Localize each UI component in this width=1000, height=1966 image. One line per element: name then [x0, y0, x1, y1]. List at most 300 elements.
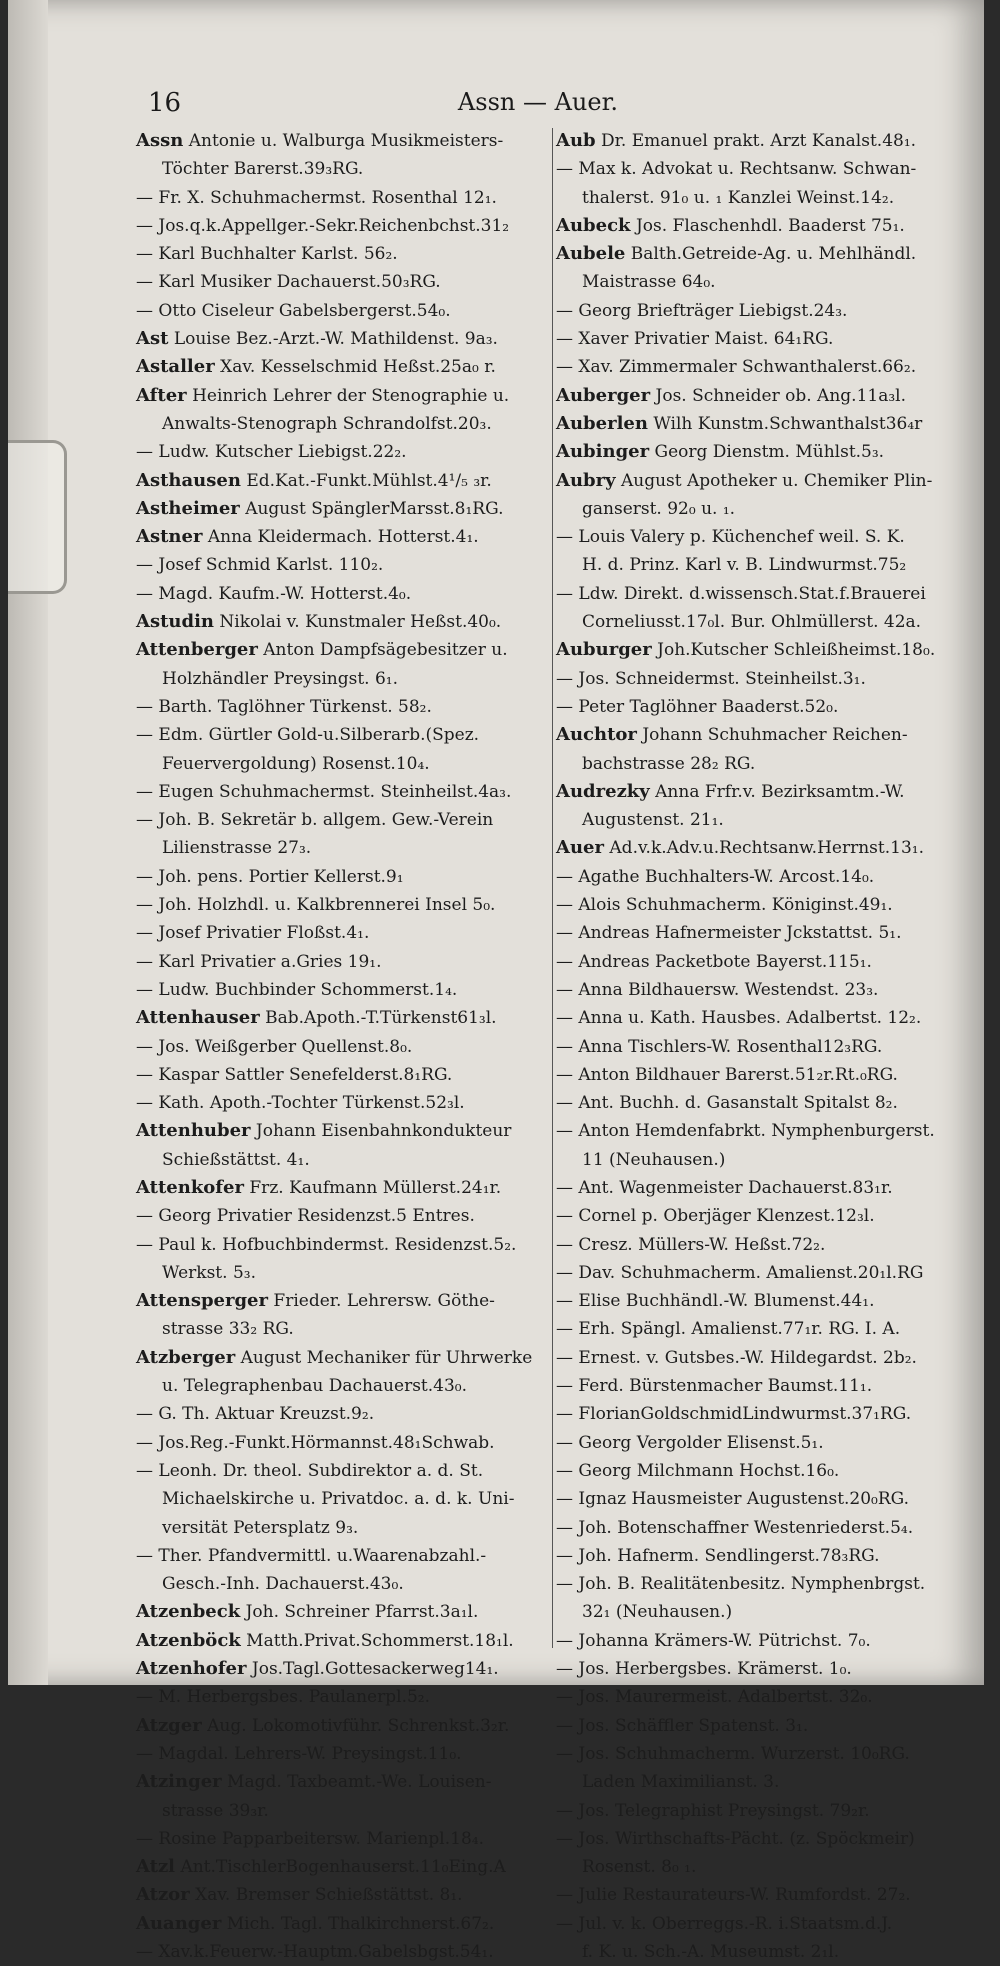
- entry-text: Lilienstrasse 27₃.: [162, 838, 312, 859]
- directory-entry: [136, 1061, 544, 1089]
- entry-text: — Leonh. Dr. theol. Subdirektor a. d. St.: [136, 1460, 484, 1481]
- entry-text: — Edm. Gürtler Gold-u.Silberarb.(Spez.: [136, 725, 480, 746]
- entry-text: Georg Dienstm. Mühlst.5₃.: [654, 442, 885, 463]
- entry-surname: Atzinger: [136, 1771, 222, 1793]
- directory-entry: [136, 1033, 544, 1061]
- entry-text: Antonie u. Walburga Musikmeisters-: [188, 131, 504, 151]
- entry-text: — Xav. Zimmermaler Schwanthalerst.66₂.: [556, 357, 917, 378]
- entry-surname: Atzger: [136, 1714, 202, 1736]
- entry-text: — Xaver Privatier Maist. 64₁RG.: [556, 329, 834, 350]
- directory-entry: [556, 1117, 964, 1145]
- entry-text: thalerst. 91₀ u. ₁ Kanzlei Weinst.14₂.: [582, 187, 895, 208]
- directory-entry: [556, 382, 964, 410]
- entry-text: Rosenst. 8₀ ₁.: [582, 1857, 697, 1878]
- directory-entry: [136, 1740, 544, 1768]
- directory-entry: [556, 834, 964, 862]
- entry-text: Holzhändler Preysingst. 6₁.: [162, 668, 399, 689]
- page-number: 16: [148, 88, 182, 118]
- directory-entry: [136, 1400, 544, 1428]
- entry-text: — Barth. Taglöhner Türkenst. 58₂.: [136, 696, 432, 717]
- entry-text: strasse 39₃r.: [162, 1800, 269, 1821]
- directory-entry: [136, 1768, 544, 1796]
- directory-entry: [136, 1287, 544, 1315]
- entry-text: — Otto Ciseleur Gabelsbergerst.54₀.: [136, 300, 451, 321]
- running-head: Assn — Auer.: [457, 88, 619, 116]
- page-header: [148, 88, 928, 124]
- directory-entry: [136, 1344, 544, 1372]
- directory-entry: [136, 268, 544, 296]
- directory-entry: [556, 353, 964, 381]
- entry-text: — Cresz. Müllers-W. Heßst.72₂.: [556, 1234, 826, 1255]
- directory-entry: [136, 1429, 544, 1457]
- entry-text: — Joh. Botenschaffner Westenriederst.5₄.: [556, 1517, 914, 1538]
- entry-surname: Attensperger: [136, 1290, 268, 1312]
- entry-text: — Joh. B. Realitätenbesitz. Nymphenbrgst.: [556, 1574, 926, 1595]
- entry-surname: Auanger: [136, 1912, 222, 1934]
- entry-text: — Johanna Krämers-W. Pütrichst. 7₀.: [556, 1630, 871, 1651]
- right-column: [556, 127, 964, 1966]
- entry-surname: Audrezky: [556, 780, 650, 802]
- entry-text: — Dav. Schuhmacherm. Amalienst.20₁l.RG: [556, 1262, 924, 1283]
- entry-text: — Kaspar Sattler Senefelderst.8₁RG.: [136, 1064, 453, 1085]
- directory-entry: [556, 891, 964, 919]
- directory-entry: [136, 1853, 544, 1881]
- directory-entry: [136, 721, 544, 749]
- entry-text: — Eugen Schuhmachermst. Steinheilst.4a₃.: [136, 781, 512, 802]
- directory-entry: [556, 948, 964, 976]
- entry-text: Johann Schuhmacher Reichen-: [642, 725, 908, 746]
- directory-entry: [136, 240, 544, 268]
- directory-entry: [136, 834, 544, 862]
- entry-text: — Louis Valery p. Küchenchef weil. S. K.: [556, 527, 905, 548]
- directory-entry: [556, 580, 964, 608]
- entry-text: — Anna u. Kath. Hausbes. Adalbertst. 12₂.: [556, 1008, 922, 1029]
- directory-entry: [556, 1344, 964, 1372]
- entry-text: Nikolai v. Kunstmaler Heßst.40₀.: [219, 612, 502, 633]
- entry-text: — Elise Buchhändl.-W. Blumenst.44₁.: [556, 1291, 875, 1312]
- entry-text: August SpänglerMarsst.8₁RG.: [245, 498, 504, 519]
- entry-text: Anton Dampfsägebesitzer u.: [263, 640, 508, 661]
- directory-entry: [136, 948, 544, 976]
- directory-entry: [136, 1655, 544, 1683]
- entry-surname: Auchtor: [556, 724, 637, 746]
- directory-entry: [136, 665, 544, 693]
- entry-text: Maistrasse 64₀.: [582, 272, 716, 293]
- entry-surname: Attenhuber: [136, 1120, 251, 1142]
- entry-text: — Jos. Wirthschafts-Pächt. (z. Spöckmeir): [556, 1828, 915, 1849]
- entry-text: Augustenst. 21₁.: [582, 810, 724, 831]
- entry-text: — Andreas Hafnermeister Jckstattst. 5₁.: [556, 923, 902, 944]
- entry-surname: Auburger: [556, 639, 652, 661]
- entry-text: — Ant. Wagenmeister Dachauerst.83₁r.: [556, 1177, 893, 1198]
- entry-text: — Ignaz Hausmeister Augustenst.20₀RG.: [556, 1489, 910, 1510]
- entry-text: — Paul k. Hofbuchbindermst. Residenzst.5₂.: [136, 1234, 517, 1255]
- entry-text: Dr. Emanuel prakt. Arzt Kanalst.48₁.: [601, 131, 917, 151]
- entry-surname: Astner: [136, 526, 203, 548]
- directory-entry: [136, 410, 544, 438]
- directory-entry: [136, 467, 544, 495]
- directory-entry: [136, 155, 544, 183]
- directory-entry: [556, 1797, 964, 1825]
- entry-text: Bab.Apoth.-T.Türkenst61₃l.: [265, 1008, 497, 1029]
- directory-entry: [556, 919, 964, 947]
- page-spine: [8, 0, 48, 1685]
- entry-text: Matth.Privat.Schommerst.18₁l.: [246, 1630, 514, 1651]
- directory-entry: [136, 1514, 544, 1542]
- entry-text: August Apotheker u. Chemiker Plin-: [621, 470, 933, 491]
- directory-entry: [556, 1146, 964, 1174]
- directory-entry: [556, 551, 964, 579]
- entry-text: — Alois Schuhmacherm. Königinst.49₁.: [556, 895, 893, 916]
- entry-text: 11 (Neuhausen.): [582, 1149, 726, 1170]
- directory-entry: [136, 1259, 544, 1287]
- entry-surname: Aubinger: [556, 441, 650, 463]
- entry-text: Michaelskirche u. Privatdoc. a. d. k. Uni-: [162, 1489, 515, 1510]
- entry-surname: Auer: [556, 837, 604, 859]
- directory-entry: [136, 1825, 544, 1853]
- entry-text: Louise Bez.-Arzt.-W. Mathildenst. 9a₃.: [173, 329, 498, 350]
- directory-entry: [556, 297, 964, 325]
- entry-text: Frieder. Lehrersw. Göthe-: [273, 1291, 495, 1312]
- entry-text: — Andreas Packetbote Bayerst.115₁.: [556, 951, 872, 972]
- entry-text: Anwalts-Stenograph Schrandolfst.20₃.: [162, 413, 492, 434]
- directory-entry: [556, 1740, 964, 1768]
- directory-entry: [136, 1542, 544, 1570]
- directory-entry: [556, 1853, 964, 1881]
- entry-text: Xav. Bremser Schießstättst. 8₁.: [195, 1885, 463, 1906]
- directory-entry: [136, 778, 544, 806]
- directory-entry: [556, 268, 964, 296]
- entry-surname: After: [136, 384, 187, 406]
- entry-text: Joh.Kutscher Schleißheimst.18₀.: [657, 640, 936, 661]
- entry-surname: Auberlen: [556, 412, 648, 434]
- entry-text: — Magd. Kaufm.-W. Hotterst.4₀.: [136, 583, 412, 604]
- entry-text: — Jos. Schäffler Spatenst. 3₁.: [556, 1715, 809, 1736]
- directory-entry: [136, 1004, 544, 1032]
- directory-entry: [136, 919, 544, 947]
- entry-surname: Auberger: [556, 384, 651, 406]
- column-divider: [552, 128, 553, 1648]
- directory-entry: [556, 1485, 964, 1513]
- directory-entry: [556, 1825, 964, 1853]
- directory-entry: [136, 608, 544, 636]
- directory-entry: [136, 1570, 544, 1598]
- entry-text: — Agathe Buchhalters-W. Arcost.14₀.: [556, 866, 875, 887]
- directory-entry: [556, 1033, 964, 1061]
- directory-entry: [556, 750, 964, 778]
- directory-entry: [136, 1797, 544, 1825]
- entry-text: — Jos.q.k.Appellger.-Sekr.Reichenbchst.31₂: [136, 215, 510, 236]
- entry-text: — Josef Schmid Karlst. 110₂.: [136, 555, 384, 576]
- directory-entry: [556, 863, 964, 891]
- entry-text: — FlorianGoldschmidLindwurmst.37₁RG.: [556, 1404, 912, 1425]
- entry-text: Ad.v.k.Adv.u.Rechtsanw.Herrnst.13₁.: [609, 838, 924, 859]
- directory-entry: [136, 184, 544, 212]
- directory-entry: [136, 636, 544, 664]
- directory-entry: [556, 1004, 964, 1032]
- entry-text: ganserst. 92₀ u. ₁.: [582, 498, 736, 519]
- directory-entry: [556, 721, 964, 749]
- entry-text: Wilh Kunstm.Schwanthalst36₄r: [653, 413, 923, 434]
- page-clip: [8, 440, 67, 594]
- directory-entry: [136, 1174, 544, 1202]
- directory-entry: [556, 212, 964, 240]
- entry-text: — Jos. Telegraphist Preysingst. 79₂r.: [556, 1800, 870, 1821]
- directory-entry: [136, 1202, 544, 1230]
- entry-text: Frz. Kaufmann Müllerst.24₁r.: [249, 1177, 502, 1198]
- directory-entry: [136, 495, 544, 523]
- directory-entry: [556, 1372, 964, 1400]
- directory-entry: [556, 976, 964, 1004]
- directory-entry: [556, 1202, 964, 1230]
- entry-surname: Astaller: [136, 356, 215, 378]
- entry-text: — Georg Vergolder Elisenst.5₁.: [556, 1432, 824, 1453]
- entry-text: Schießstättst. 4₁.: [162, 1149, 310, 1170]
- directory-entry: [556, 1231, 964, 1259]
- entry-text: — Ludw. Kutscher Liebigst.22₂.: [136, 442, 407, 463]
- entry-text: — Joh. Holzhdl. u. Kalkbrennerei Insel 5₀.: [136, 895, 496, 916]
- directory-entry: [556, 608, 964, 636]
- directory-entry: [556, 1768, 964, 1796]
- directory-entry: [556, 1712, 964, 1740]
- entry-text: — Georg Privatier Residenzst.5 Entres.: [136, 1206, 475, 1227]
- directory-entry: [136, 693, 544, 721]
- directory-entry: [556, 155, 964, 183]
- entry-text: — Fr. X. Schuhmachermst. Rosenthal 12₁.: [136, 187, 497, 208]
- directory-entry: [136, 382, 544, 410]
- entry-surname: Attenkofer: [136, 1176, 244, 1198]
- directory-entry: [136, 1910, 544, 1938]
- entry-surname: Atzenböck: [136, 1629, 241, 1651]
- directory-entry: [556, 1061, 964, 1089]
- directory-entry: [136, 1938, 544, 1966]
- entry-surname: Atzenhofer: [136, 1658, 247, 1680]
- entry-text: Anna Frfr.v. Bezirksamtm.-W.: [655, 781, 905, 802]
- entry-surname: Attenhauser: [136, 1007, 260, 1029]
- directory-entry: [556, 495, 964, 523]
- entry-text: — Ther. Pfandvermittl. u.Waarenabzahl.-: [136, 1545, 487, 1566]
- entry-text: Xav. Kesselschmid Heßst.25a₀ r.: [220, 357, 496, 378]
- entry-text: — Jos. Herbergsbes. Krämerst. 1₀.: [556, 1659, 852, 1680]
- entry-text: — Jos. Weißgerber Quellenst.8₀.: [136, 1036, 413, 1057]
- entry-text: Magd. Taxbeamt.-We. Louisen-: [227, 1772, 492, 1793]
- entry-text: — Julie Restaurateurs-W. Rumfordst. 27₂.: [556, 1885, 911, 1906]
- directory-entry: [136, 523, 544, 551]
- entry-text: — Xav.k.Feuerw.-Hauptm.Gabelsbgst.54₁.: [136, 1942, 494, 1962]
- entry-text: Jos. Schneider ob. Ang.11a₃l.: [655, 385, 906, 406]
- entry-text: — Joh. pens. Portier Kellerst.9₁: [136, 866, 404, 887]
- directory-entry: [136, 297, 544, 325]
- entry-text: — Ferd. Bürstenmacher Baumst.11₁.: [556, 1376, 873, 1397]
- entry-surname: Atzor: [136, 1884, 190, 1906]
- entry-text: — Karl Musiker Dachauerst.50₃RG.: [136, 272, 441, 293]
- entry-surname: Atzenbeck: [136, 1601, 241, 1623]
- directory-entry: [136, 1315, 544, 1343]
- directory-entry: [556, 1938, 964, 1966]
- entry-text: Balth.Getreide-Ag. u. Mehlhändl.: [630, 244, 917, 265]
- entry-surname: Astudin: [136, 611, 215, 633]
- directory-entry: [556, 1570, 964, 1598]
- entry-text: — Jos. Schneidermst. Steinheilst.3₁.: [556, 668, 866, 689]
- entry-text: — Joh. B. Sekretär b. allgem. Gew.-Verein: [136, 810, 494, 831]
- directory-entry: [556, 1287, 964, 1315]
- directory-entry: [556, 693, 964, 721]
- entry-text: H. d. Prinz. Karl v. B. Lindwurmst.75₂: [582, 555, 907, 576]
- entry-text: Töchter Barerst.39₃RG.: [162, 159, 364, 180]
- directory-entry: [136, 580, 544, 608]
- directory-entry: [136, 1457, 544, 1485]
- entry-text: strasse 33₂ RG.: [162, 1319, 294, 1340]
- entry-text: Laden Maximilianst. 3.: [582, 1772, 780, 1793]
- directory-entry: [136, 551, 544, 579]
- directory-entry: [556, 523, 964, 551]
- directory-entry: [136, 1117, 544, 1145]
- entry-text: — Josef Privatier Floßst.4₁.: [136, 923, 370, 944]
- entry-text: — Georg Milchmann Hochst.16₀.: [556, 1460, 840, 1481]
- directory-entry: [136, 1231, 544, 1259]
- directory-entry: [556, 1542, 964, 1570]
- directory-entry: [556, 410, 964, 438]
- entry-text: August Mechaniker für Uhrwerke: [240, 1347, 533, 1368]
- directory-entry: [556, 806, 964, 834]
- directory-entry: [136, 863, 544, 891]
- directory-entry: [556, 1429, 964, 1457]
- entry-surname: Atzl: [136, 1856, 176, 1878]
- entry-text: — Kath. Apoth.-Tochter Türkenst.52₃l.: [136, 1093, 465, 1114]
- directory-entry: [556, 1400, 964, 1428]
- entry-text: — Anton Bildhauer Barerst.51₂r.Rt.₀RG.: [556, 1064, 898, 1085]
- entry-text: — Jul. v. k. Oberreggs.-R. i.Staatsm.d.J.: [556, 1913, 893, 1934]
- entry-text: bachstrasse 28₂ RG.: [582, 753, 756, 774]
- directory-entry: [136, 212, 544, 240]
- directory-entry: [136, 127, 544, 155]
- entry-surname: Ast: [136, 328, 169, 350]
- directory-entry: [556, 1910, 964, 1938]
- entry-text: — Jos. Schuhmacherm. Wurzerst. 10₀RG.: [556, 1743, 910, 1764]
- directory-entry: [136, 1598, 544, 1626]
- entry-text: — Erh. Spängl. Amalienst.77₁r. RG. I. A.: [556, 1319, 901, 1340]
- entry-text: — Anna Tischlers-W. Rosenthal12₃RG.: [556, 1036, 883, 1057]
- entry-text: — Karl Privatier a.Gries 19₁.: [136, 951, 382, 972]
- directory-entry: [556, 1683, 964, 1711]
- directory-entry: [556, 325, 964, 353]
- directory-entry: [556, 1598, 964, 1626]
- entry-text: — Anton Hemdenfabrkt. Nymphenburgerst.: [556, 1121, 935, 1142]
- directory-entry: [556, 467, 964, 495]
- entry-text: — Magdal. Lehrers-W. Preysingst.11₀.: [136, 1743, 462, 1764]
- directory-entry: [136, 891, 544, 919]
- entry-text: u. Telegraphenbau Dachauerst.43₀.: [162, 1376, 468, 1397]
- directory-entry: [556, 1514, 964, 1542]
- directory-entry: [136, 806, 544, 834]
- entry-text: — Rosine Papparbeitersw. Marienpl.18₄.: [136, 1828, 485, 1849]
- entry-text: — Joh. Hafnerm. Sendlingerst.78₃RG.: [556, 1545, 880, 1566]
- directory-entry: [136, 1881, 544, 1909]
- entry-text: Jos. Flaschenhdl. Baaderst 75₁.: [635, 215, 905, 236]
- directory-entry: [556, 1655, 964, 1683]
- directory-entry: [136, 976, 544, 1004]
- entry-text: Feuervergoldung) Rosenst.10₄.: [162, 753, 430, 774]
- entry-text: — Ludw. Buchbinder Schommerst.1₄.: [136, 979, 458, 1000]
- entry-surname: Aubele: [556, 243, 626, 265]
- directory-entry: [136, 750, 544, 778]
- entry-text: — M. Herbergsbes. Paulanerpl.5₂.: [136, 1687, 431, 1708]
- directory-entry: [136, 1089, 544, 1117]
- directory-entry: [556, 1627, 964, 1655]
- entry-text: Joh. Schreiner Pfarrst.3a₁l.: [245, 1602, 479, 1623]
- directory-entry: [556, 778, 964, 806]
- entry-text: — Jos.Reg.-Funkt.Hörmannst.48₁Schwab.: [136, 1432, 495, 1453]
- entry-text: Corneliusst.17₀l. Bur. Ohlmüllerst. 42a.: [582, 612, 922, 633]
- entry-text: Gesch.-Inh. Dachauerst.43₀.: [162, 1574, 404, 1595]
- entry-text: — Max k. Advokat u. Rechtsanw. Schwan-: [556, 159, 917, 180]
- entry-surname: Assn: [136, 130, 184, 151]
- entry-text: — Cornel p. Oberjäger Klenzest.12₃l.: [556, 1206, 875, 1227]
- entry-text: Johann Eisenbahnkondukteur: [255, 1121, 512, 1142]
- entry-surname: Atzberger: [136, 1346, 236, 1368]
- directory-page: [8, 0, 984, 1962]
- entry-surname: Asthausen: [136, 469, 241, 491]
- entry-text: Ed.Kat.-Funkt.Mühlst.4¹/₅ ₃r.: [246, 470, 492, 491]
- directory-entry: [136, 325, 544, 353]
- directory-entry: [136, 1372, 544, 1400]
- directory-entry: [136, 1712, 544, 1740]
- directory-entry: [556, 1315, 964, 1343]
- entry-text: — Ldw. Direkt. d.wissensch.Stat.f.Brauerei: [556, 583, 926, 604]
- directory-entry: [136, 438, 544, 466]
- entry-text: — Karl Buchhalter Karlst. 56₂.: [136, 244, 398, 265]
- directory-entry: [556, 1457, 964, 1485]
- directory-entry: [556, 184, 964, 212]
- directory-entry: [556, 636, 964, 664]
- directory-entry: [556, 1259, 964, 1287]
- directory-entry: [556, 240, 964, 268]
- directory-entry: [136, 1683, 544, 1711]
- entry-surname: Aub: [556, 130, 596, 151]
- left-column: [136, 127, 544, 1966]
- entry-text: Mich. Tagl. Thalkirchnerst.67₂.: [226, 1913, 495, 1934]
- entry-text: Heinrich Lehrer der Stenographie u.: [192, 385, 510, 406]
- entry-text: 32₁ (Neuhausen.): [582, 1602, 733, 1623]
- directory-entry: [556, 1089, 964, 1117]
- entry-text: versität Petersplatz 9₃.: [162, 1517, 359, 1538]
- directory-entry: [556, 438, 964, 466]
- entry-surname: Astheimer: [136, 497, 240, 519]
- entry-surname: Aubry: [556, 469, 616, 491]
- directory-entry: [136, 1146, 544, 1174]
- entry-text: Ant.TischlerBogenhauserst.11₀Eing.A: [180, 1857, 506, 1878]
- directory-entry: [556, 127, 964, 155]
- entry-text: — G. Th. Aktuar Kreuzst.9₂.: [136, 1404, 375, 1425]
- entry-text: — Peter Taglöhner Baaderst.52₀.: [556, 696, 839, 717]
- entry-text: — Jos. Maurermeist. Adalbertst. 32₀.: [556, 1687, 873, 1708]
- entry-text: Aug. Lokomotivführ. Schrenkst.3₂r.: [207, 1715, 510, 1736]
- directory-entry: [136, 1485, 544, 1513]
- entry-text: — Georg Briefträger Liebigst.24₃.: [556, 300, 848, 321]
- entry-text: — Anna Bildhauersw. Westendst. 23₃.: [556, 979, 879, 1000]
- directory-entry: [556, 1174, 964, 1202]
- entry-text: — Ant. Buchh. d. Gasanstalt Spitalst 8₂.: [556, 1093, 898, 1114]
- entry-text: f. K. u. Sch.-A. Museumst. 2₁l.: [582, 1942, 840, 1962]
- directory-entry: [136, 1627, 544, 1655]
- entry-text: Werkst. 5₃.: [162, 1262, 256, 1283]
- entry-text: — Ernest. v. Gutsbes.-W. Hildegardst. 2b₂.: [556, 1347, 917, 1368]
- entry-surname: Aubeck: [556, 214, 631, 236]
- directory-entry: [136, 353, 544, 381]
- entry-surname: Attenberger: [136, 639, 258, 661]
- entry-text: Jos.Tagl.Gottesackerweg14₁.: [251, 1659, 499, 1680]
- directory-entry: [556, 1881, 964, 1909]
